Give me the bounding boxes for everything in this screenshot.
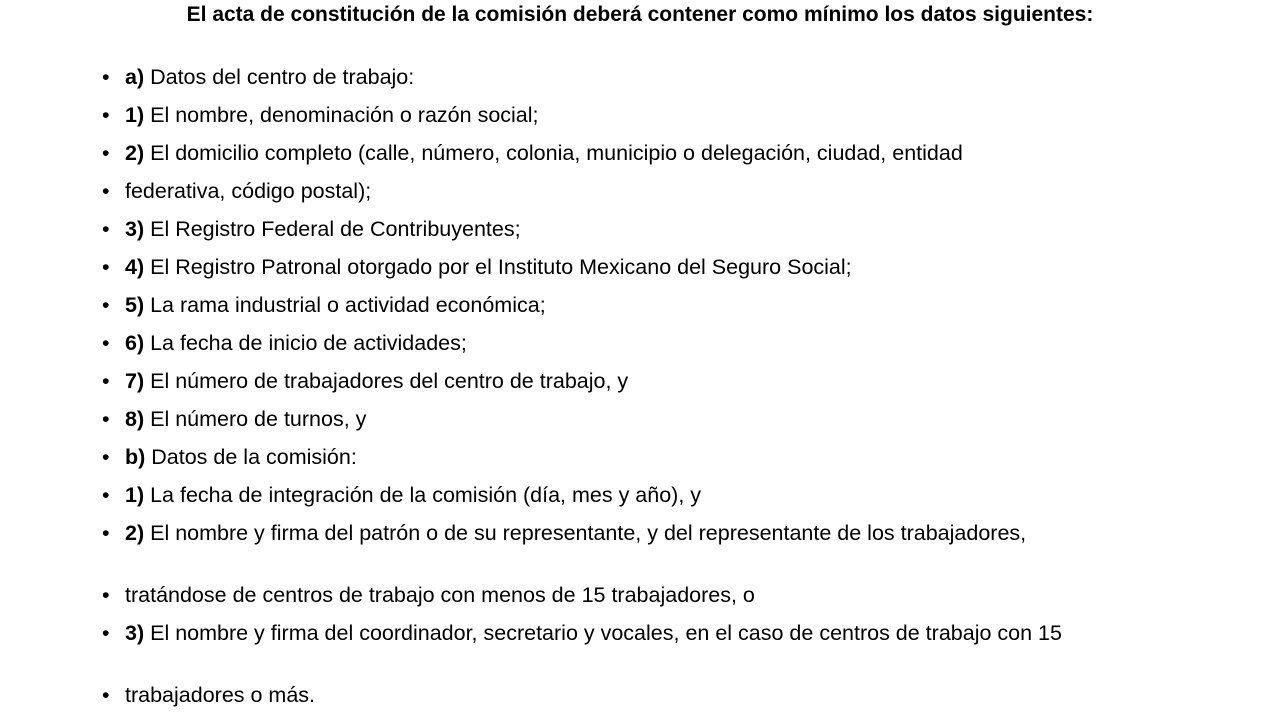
item-label: a)	[125, 65, 145, 89]
item-label: 7)	[125, 369, 145, 393]
bullet: •	[102, 331, 110, 355]
bullet: •	[102, 65, 110, 89]
item-text: El nombre, denominación o razón social;	[144, 103, 539, 127]
bullet: •	[102, 217, 110, 241]
item-label: 3)	[125, 217, 145, 241]
item-label: b)	[125, 445, 146, 469]
item-label: 1)	[125, 483, 145, 507]
item-text: federativa, código postal);	[125, 179, 372, 203]
item-text: El nombre y firma del coordinador, secretario y vocales, en el caso de centros de trabajo con 15	[144, 621, 1062, 645]
page-title: El acta de constitución de la comisión deberá contener como mínimo los datos siguientes:	[186, 3, 1094, 26]
item-text: Datos de la comisión:	[145, 445, 357, 469]
bullet: •	[102, 483, 110, 507]
bullet: •	[102, 255, 110, 279]
item-text: tratándose de centros de trabajo con menos de 15 trabajadores, o	[125, 583, 755, 607]
item-text: El número de turnos, y	[144, 407, 367, 431]
item-text: trabajadores o más.	[125, 683, 316, 707]
bullet: •	[102, 445, 110, 469]
bullet: •	[102, 103, 110, 127]
item-label: 2)	[125, 141, 145, 165]
item-label: 5)	[125, 293, 145, 317]
item-text: El número de trabajadores del centro de trabajo, y	[144, 369, 629, 393]
bullet: •	[102, 407, 110, 431]
bullet: •	[102, 179, 110, 203]
bullet: •	[102, 583, 110, 607]
item-text: El domicilio completo (calle, número, colonia, municipio o delegación, ciudad, entidad	[144, 141, 963, 165]
item-text: El Registro Federal de Contribuyentes;	[144, 217, 521, 241]
item-label: 1)	[125, 103, 145, 127]
item-label: 6)	[125, 331, 145, 355]
item-text: La fecha de integración de la comisión (día, mes y año), y	[144, 483, 702, 507]
bullet: •	[102, 683, 110, 707]
item-text: La rama industrial o actividad económica;	[144, 293, 546, 317]
item-text: El Registro Patronal otorgado por el Instituto Mexicano del Seguro Social;	[144, 255, 852, 279]
bullet: •	[102, 141, 110, 165]
item-text: La fecha de inicio de actividades;	[144, 331, 467, 355]
item-text: El nombre y firma del patrón o de su representante, y del representante de los trabajadores,	[144, 521, 1027, 545]
item-label: 2)	[125, 521, 145, 545]
item-label: 3)	[125, 621, 145, 645]
item-label: 8)	[125, 407, 145, 431]
bullet: •	[102, 521, 110, 545]
bullet: •	[102, 621, 110, 645]
bullet: •	[102, 369, 110, 393]
item-label: 4)	[125, 255, 145, 279]
bullet: •	[102, 293, 110, 317]
item-text: Datos del centro de trabajo:	[144, 65, 415, 89]
